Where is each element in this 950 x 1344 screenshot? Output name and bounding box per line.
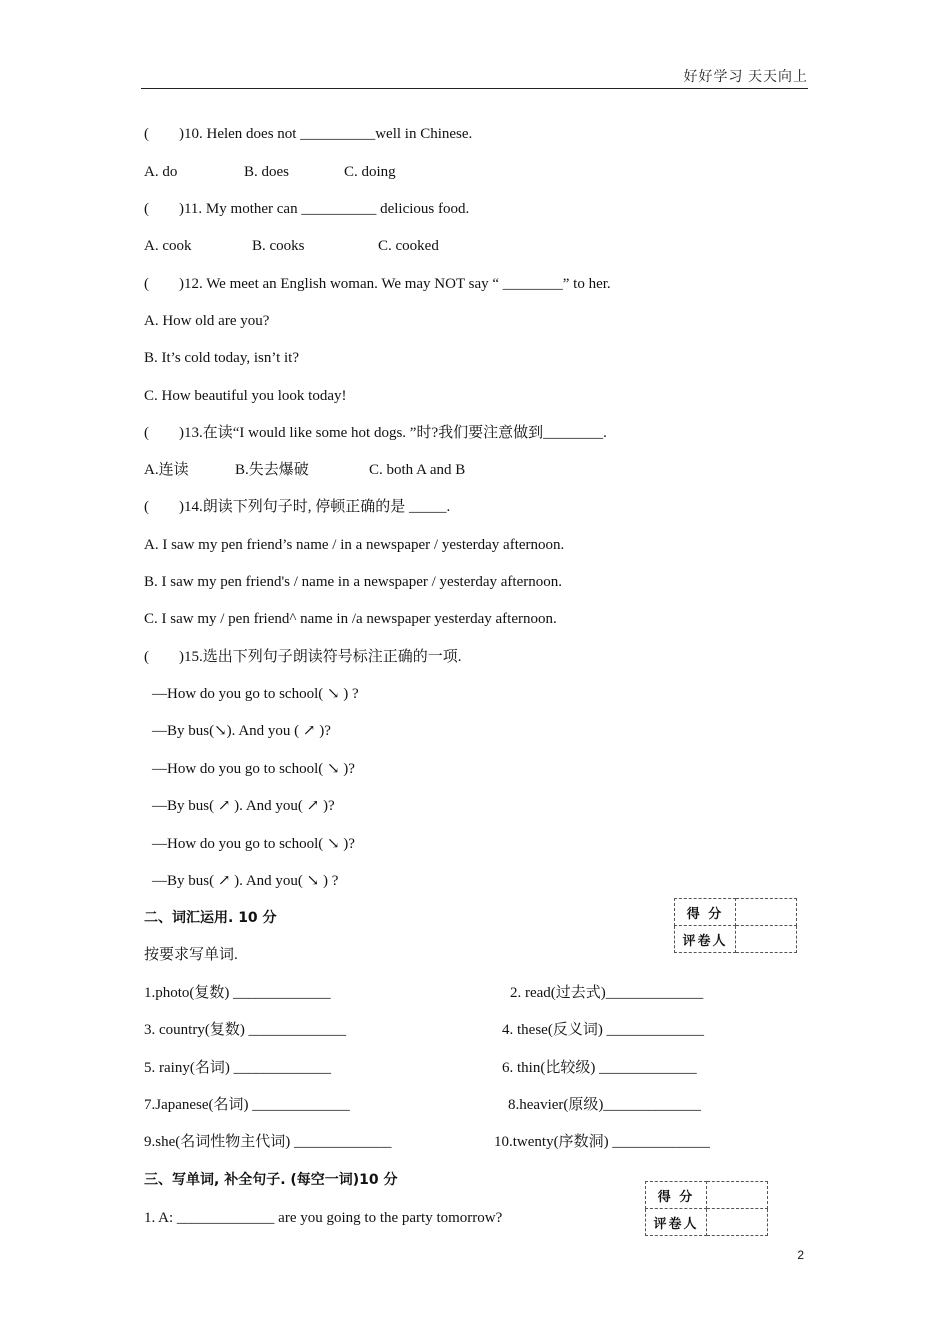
question-13-stem: ( )13.在读“I would like some hot dogs. ”时?我们要注意做到________. [144,425,607,441]
q13-option-c: C. both A and B [369,462,466,478]
q15-line-1: —How do you go to school( ↘ ) ? [152,686,359,702]
q12-option-c: C. How beautiful you look today! [144,388,347,404]
question-14-stem: ( )14.朗读下列句子时, 停顿正确的是 _____. [144,499,451,515]
section-3-question-1: 1. A: _____________ are you going to the party tomorrow? [144,1210,503,1226]
section-2-score-box [674,898,797,953]
score-label: 得 分 [646,1182,707,1209]
question-12-stem: ( )12. We meet an English woman. We may NOT say “ ________” to her. [144,276,611,292]
q11-option-a: A. cook [144,238,192,254]
section-2-instruction: 按要求写单词. [144,947,238,963]
q14-option-b: B. I saw my pen friend's / name in a newspaper / yesterday afternoon. [144,574,562,590]
page-number: 2 [797,1248,804,1262]
grader-label: 评卷人 [646,1209,707,1236]
q14-option-c: C. I saw my / pen friend^ name in /a newspaper yesterday afternoon. [144,611,557,627]
section-3-score-box [645,1181,768,1236]
q10-option-a: A. do [144,164,178,180]
score-cell[interactable] [736,899,797,926]
grader-label: 评卷人 [675,926,736,953]
q15-line-6: —By bus( ↗ ). And you( ↘ ) ? [152,873,339,889]
score-cell[interactable] [707,1182,768,1209]
vocab-item-2: 2. read(过去式)_____________ [510,985,704,1001]
q15-line-3: —How do you go to school( ↘ )? [152,761,355,777]
q12-option-b: B. It’s cold today, isn’t it? [144,350,299,366]
grader-cell[interactable] [707,1209,768,1236]
q15-line-2: —By bus(↘). And you ( ↗ )? [152,723,331,739]
vocab-item-1: 1.photo(复数) _____________ [144,985,331,1001]
question-11-stem: ( )11. My mother can __________ delicious food. [144,201,470,217]
vocab-item-7: 7.Japanese(名词) _____________ [144,1097,350,1113]
score-label: 得 分 [675,899,736,926]
grader-cell[interactable] [736,926,797,953]
question-10-stem: ( )10. Helen does not __________well in Chinese. [144,126,473,142]
section-2-title: 二、词汇运用. 10 分 [144,910,277,926]
q11-option-b: B. cooks [252,238,305,254]
vocab-item-5: 5. rainy(名词) _____________ [144,1060,332,1076]
vocab-item-9: 9.she(名词性物主代词) _____________ [144,1134,392,1150]
question-15-stem: ( )15.选出下列句子朗读符号标注正确的一项. [144,649,462,665]
q14-option-a: A. I saw my pen friend’s name / in a newspaper / yesterday afternoon. [144,537,565,553]
section-3-title: 三、写单词, 补全句子. (每空一词)10 分 [144,1172,398,1188]
header-title: 好好学习 天天向上 [683,70,808,85]
q13-option-b: B.失去爆破 [235,462,309,478]
q10-option-c: C. doing [344,164,396,180]
header-divider [141,88,808,89]
vocab-item-8: 8.heavier(原级)_____________ [508,1097,701,1113]
q13-option-a: A.连读 [144,462,189,478]
vocab-item-3: 3. country(复数) _____________ [144,1022,347,1038]
vocab-item-4: 4. these(反义词) _____________ [502,1022,705,1038]
q15-line-5: —How do you go to school( ↘ )? [152,836,355,852]
vocab-item-10: 10.twenty(序数洞) _____________ [494,1134,710,1150]
q10-option-b: B. does [244,164,289,180]
q15-line-4: —By bus( ↗ ). And you( ↗ )? [152,798,335,814]
q12-option-a: A. How old are you? [144,313,270,329]
vocab-item-6: 6. thin(比较级) _____________ [502,1060,697,1076]
q11-option-c: C. cooked [378,238,439,254]
